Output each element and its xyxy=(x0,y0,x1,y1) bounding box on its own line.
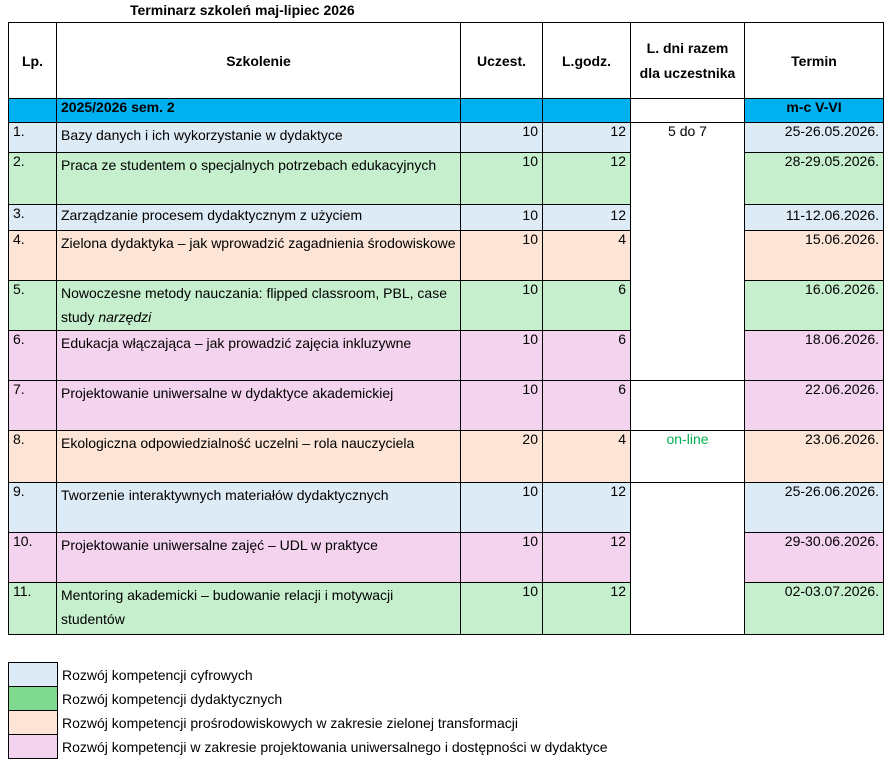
row-lp: 1. xyxy=(9,123,57,153)
online-cell: on-line xyxy=(631,431,745,483)
row-godz: 6 xyxy=(543,331,631,381)
row-topic: Projektowanie uniwersalne w dydaktyce akademickiej xyxy=(57,381,461,431)
days-cell: 5 do 7 xyxy=(631,123,745,381)
row-godz: 12 xyxy=(543,483,631,533)
table-row xyxy=(9,483,884,533)
legend-label: Rozwój kompetencji w zakresie projektowania uniwersalnego i dostępności w dydaktyce xyxy=(62,738,608,755)
row-termin: 23.06.2026. xyxy=(745,431,884,483)
row-termin: 22.06.2026. xyxy=(745,381,884,431)
row-lp: 2. xyxy=(9,153,57,205)
row-uczest: 10 xyxy=(461,583,543,635)
table-row xyxy=(9,123,884,153)
row-topic: Tworzenie interaktywnych materiałów dydaktycznych xyxy=(57,483,461,533)
row-godz: 12 xyxy=(543,533,631,583)
row-uczest: 20 xyxy=(461,431,543,483)
topic-emphasis: narzędzi xyxy=(98,309,152,325)
table-row xyxy=(9,431,884,483)
row-lp: 10. xyxy=(9,533,57,583)
table-row xyxy=(9,231,884,281)
row-topic: Edukacja włączająca – jak prowadzić zajęcia inkluzywne xyxy=(57,331,461,381)
legend-swatch-peach xyxy=(9,711,58,735)
table-row xyxy=(9,583,884,635)
row-termin: 02-03.07.2026. xyxy=(745,583,884,635)
table-row xyxy=(9,281,884,331)
legend-swatch-pink xyxy=(9,735,58,759)
table-row xyxy=(9,331,884,381)
row-godz: 6 xyxy=(543,381,631,431)
table-row xyxy=(9,533,884,583)
row-uczest: 10 xyxy=(461,381,543,431)
row-lp: 8. xyxy=(9,431,57,483)
semester-row xyxy=(9,99,884,123)
row-termin: 11-12.06.2026. xyxy=(745,205,884,231)
legend-item xyxy=(9,687,608,711)
legend-swatch-green xyxy=(9,687,58,711)
row-godz: 12 xyxy=(543,153,631,205)
table-row xyxy=(9,205,884,231)
row-termin: 28-29.05.2026. xyxy=(745,153,884,205)
legend-label: Rozwój kompetencji dydaktycznych xyxy=(62,690,283,707)
legend xyxy=(8,662,608,759)
row-uczest: 10 xyxy=(461,205,543,231)
legend-item xyxy=(9,735,608,759)
legend-label: Rozwój kompetencji prośrodowiskowych w zakresie zielonej transformacji xyxy=(62,714,518,731)
table-row xyxy=(9,153,884,205)
row-topic: Projektowanie uniwersalne zajęć – UDL w praktyce xyxy=(57,533,461,583)
row-topic: Mentoring akademicki – budowanie relacji i motywacji studentów xyxy=(57,583,461,635)
row-godz: 12 xyxy=(543,205,631,231)
row-godz: 12 xyxy=(543,583,631,635)
row-lp: 4. xyxy=(9,231,57,281)
header-row xyxy=(9,23,884,99)
row-lp: 11. xyxy=(9,583,57,635)
semester-term: m-c V-VI xyxy=(745,99,884,123)
header-lgodz: L.godz. xyxy=(543,23,631,99)
row-topic: Zielona dydaktyka – jak wprowadzić zagadnienia środowiskowe xyxy=(57,231,461,281)
row-uczest: 10 xyxy=(461,533,543,583)
table-row xyxy=(9,381,884,431)
row-lp: 7. xyxy=(9,381,57,431)
row-lp: 5. xyxy=(9,281,57,331)
schedule-table xyxy=(8,22,884,635)
header-szkolenie: Szkolenie xyxy=(57,23,461,99)
row-godz: 4 xyxy=(543,431,631,483)
semester-label: 2025/2026 sem. 2 xyxy=(57,99,461,123)
row-termin: 16.06.2026. xyxy=(745,281,884,331)
row-godz: 12 xyxy=(543,123,631,153)
document-title: Terminarz szkoleń maj-lipiec 2026 xyxy=(130,2,355,18)
row-godz: 4 xyxy=(543,231,631,281)
row-uczest: 10 xyxy=(461,483,543,533)
row-topic: Praca ze studentem o specjalnych potrzebach edukacyjnych xyxy=(57,153,461,205)
row-topic: Ekologiczna odpowiedzialność uczelni – rola nauczyciela xyxy=(57,431,461,483)
row-lp: 3. xyxy=(9,205,57,231)
row-lp: 6. xyxy=(9,331,57,381)
row-uczest: 10 xyxy=(461,331,543,381)
row-topic: Nowoczesne metody nauczania: flipped classroom, PBL, case study narzędzi xyxy=(57,281,461,331)
legend-item xyxy=(9,711,608,735)
row-topic: Zarządzanie procesem dydaktycznym z użyciem xyxy=(57,205,461,231)
row-termin: 25-26.05.2026. xyxy=(745,123,884,153)
header-uczest: Uczest. xyxy=(461,23,543,99)
header-lp: Lp. xyxy=(9,23,57,99)
row-termin: 18.06.2026. xyxy=(745,331,884,381)
row-termin: 25-26.06.2026. xyxy=(745,483,884,533)
row-uczest: 10 xyxy=(461,123,543,153)
header-termin: Termin xyxy=(745,23,884,99)
row-uczest: 10 xyxy=(461,231,543,281)
row-topic: Bazy danych i ich wykorzystanie w dydaktyce xyxy=(57,123,461,153)
row-godz: 6 xyxy=(543,281,631,331)
legend-label: Rozwój kompetencji cyfrowych xyxy=(62,666,253,683)
row-uczest: 10 xyxy=(461,153,543,205)
row-termin: 15.06.2026. xyxy=(745,231,884,281)
legend-item xyxy=(9,663,608,687)
row-lp: 9. xyxy=(9,483,57,533)
row-termin: 29-30.06.2026. xyxy=(745,533,884,583)
legend-swatch-blue xyxy=(9,663,58,687)
row-uczest: 10 xyxy=(461,281,543,331)
header-ldni: L. dni razem dla uczestnika xyxy=(631,23,745,99)
